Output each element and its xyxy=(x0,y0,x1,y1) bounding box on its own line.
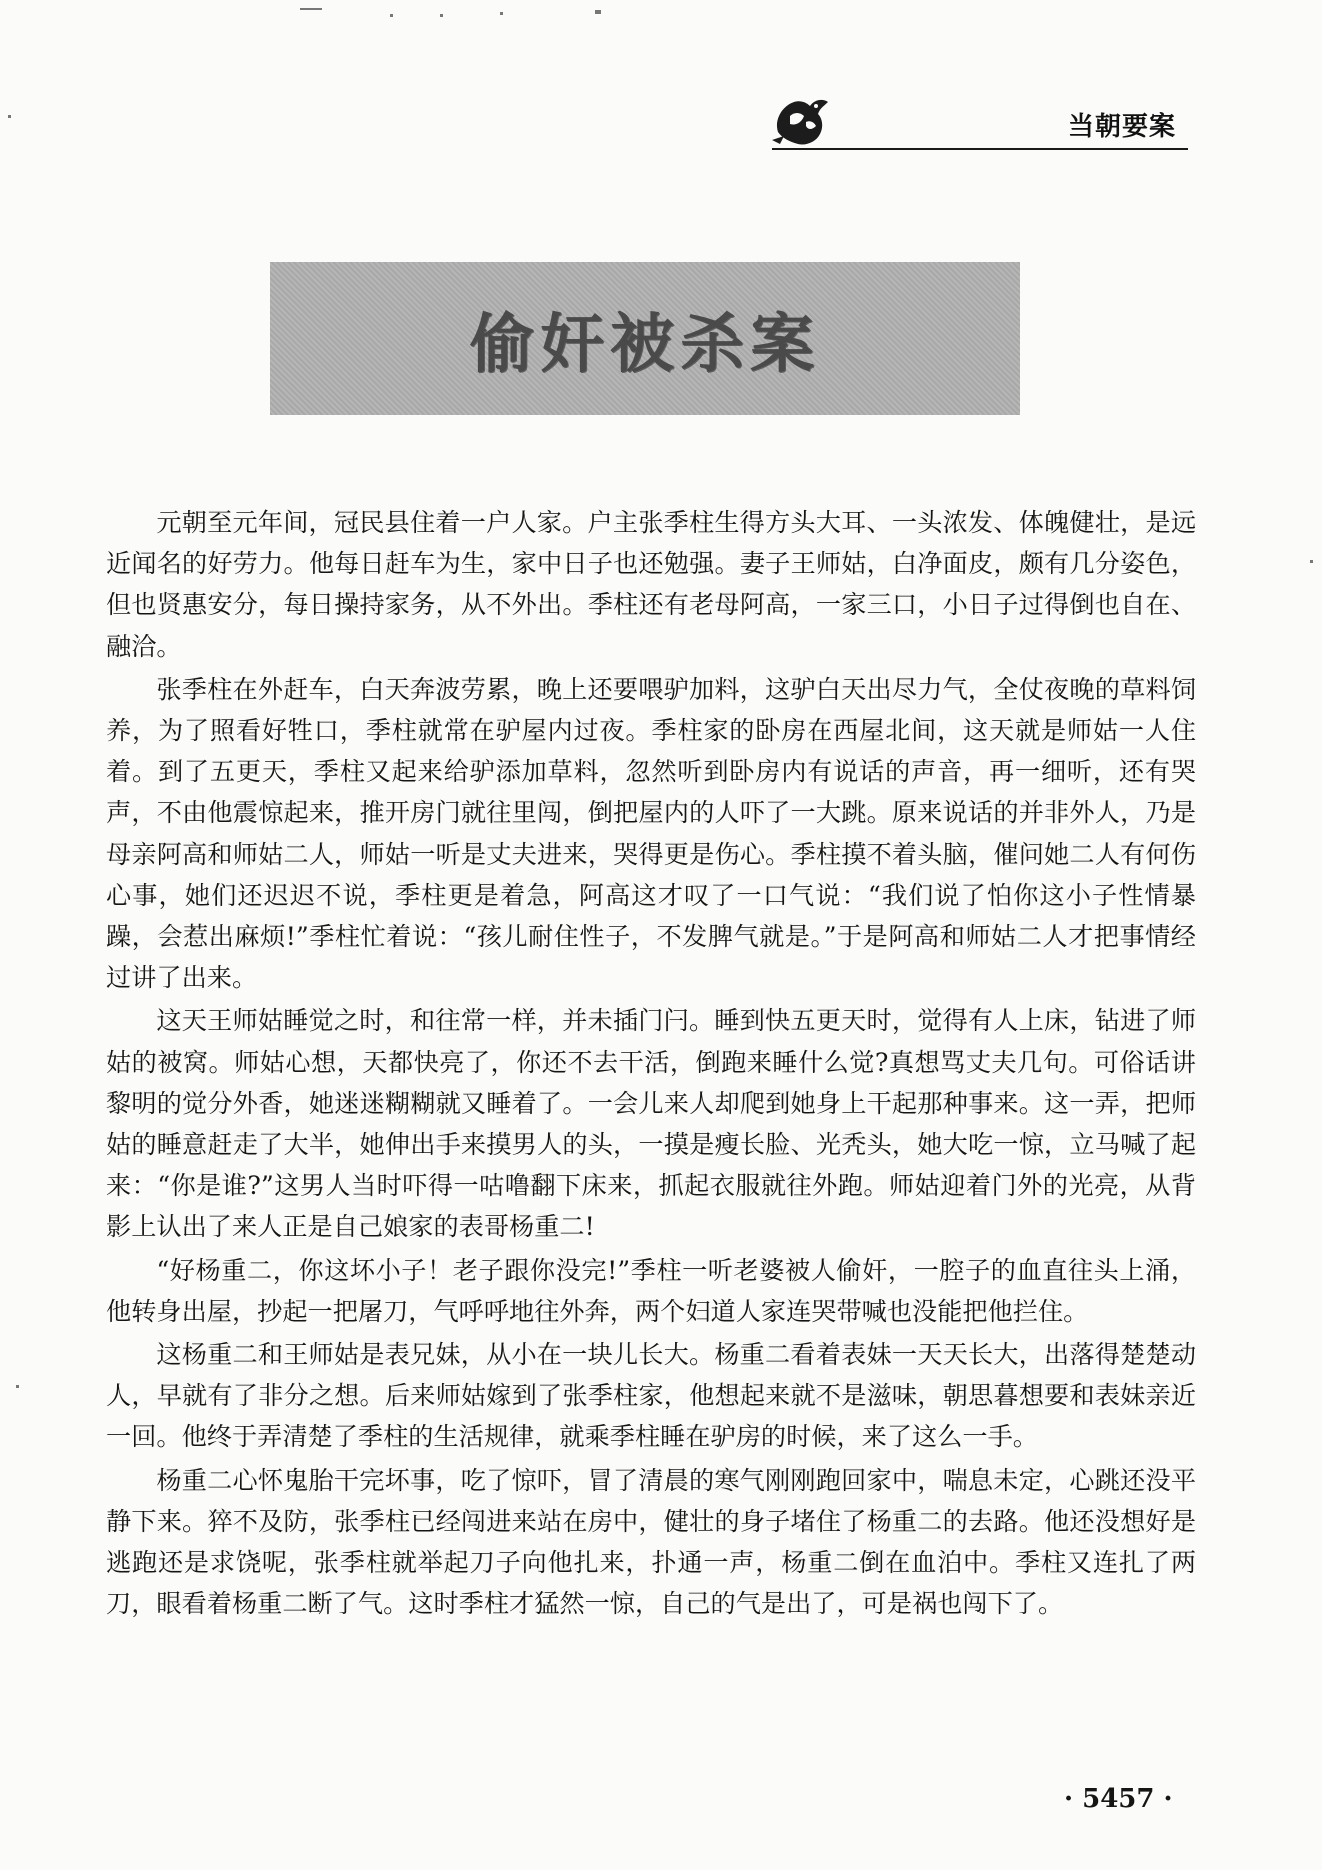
title-banner xyxy=(270,262,1020,415)
article-body xyxy=(106,502,1196,1626)
paragraph: 这天王师姑睡觉之时，和往常一样，并未插门闩。睡到快五更天时，觉得有人上床，钻进了师姑的被窝。师姑心想，天都快亮了，你还不去干活，倒跑来睡什么觉?真想骂丈夫几句。可俗话讲黎明的觉分外香，她迷迷糊糊就又睡着了。一会儿来人却爬到她身上干起那种事来。这一弄，把师姑的睡意赶走了大半，她伸出手来摸男人的头，一摸是瘦长脸、光秃头，她大吃一惊，立马喊了起来：“你是谁?”这男人当时吓得一咕噜翻下床来，抓起衣服就往外跑。师姑迎着门外的光亮，从背影上认出了来人正是自己娘家的表哥杨重二! xyxy=(106,1006,1196,1242)
paragraph: “好杨重二，你这坏小子！老子跟你没完!”季柱一听老婆被人偷奸，一腔子的血直往头上涌，他转身出屋，抄起一把屠刀，气呼呼地往外奔，两个妇道人家连哭带喊也没能把他拦住。 xyxy=(106,1255,1196,1326)
section-title: 当朝要案 xyxy=(1068,112,1177,142)
paragraph: 元朝至元年间，冠民县住着一户人家。户主张季柱生得方头大耳、一头浓发、体魄健壮，是远近闻名的好劳力。他每日赶车为生，家中日子也还勉强。妻子王师姑，白净面皮，颇有几分姿色，但也贤惠安分，每日操持家务，从不外出。季柱还有老母阿高，一家三口，小日子过得倒也自在、融洽。 xyxy=(106,508,1196,661)
paragraph: 张季柱在外赶车，白天奔波劳累，晚上还要喂驴加料，这驴白天出尽力气，全仗夜晚的草料饲养，为了照看好牲口，季柱就常在驴屋内过夜。季柱家的卧房在西屋北间，这天就是师姑一人住着。到了五更天，季柱又起来给驴添加草料，忽然听到卧房内有说话的声音，再一细听，还有哭声，不由他震惊起来，推开房门就往里闯，倒把屋内的人吓了一大跳。原来说话的并非外人，乃是母亲阿高和师姑二人，师姑一听是丈夫进来，哭得更是伤心。季柱摸不着头脑，催问她二人有何伤心事，她们还迟迟不说，季柱更是着急，阿高这才叹了一口气说：“我们说了怕你这小子性情暴躁，会惹出麻烦!”季柱忙着说：“孩儿耐住性子，不发脾气就是。”于是阿高和师姑二人才把事情经过讲了出来。 xyxy=(106,674,1196,993)
paragraph: 杨重二心怀鬼胎干完坏事，吃了惊吓，冒了清晨的寒气刚刚跑回家中，喘息未定，心跳还没平静下来。猝不及防，张季柱已经闯进来站在房中，健壮的身子堵住了杨重二的去路。他还没想好是逃跑还是求饶呢，张季柱就举起刀子向他扎来，扑通一声，杨重二倒在血泊中。季柱又连扎了两刀，眼看着杨重二断了气。这时季柱才猛然一惊，自己的气是出了，可是祸也闯下了。 xyxy=(106,1465,1196,1619)
header-divider xyxy=(772,148,1188,150)
page-number: · 5457 · xyxy=(1064,1784,1173,1814)
dragon-emblem-icon xyxy=(770,92,832,148)
article-title: 偷奸被杀案 xyxy=(470,306,820,382)
paragraph: 这杨重二和王师姑是表兄妹，从小在一块儿长大。杨重二看着表妹一天天长大，出落得楚楚动人，早就有了非分之想。后来师姑嫁到了张季柱家，他想起来就不是滋味，朝思暮想要和表妹亲近一回。他终于弄清楚了季柱的生活规律，就乘季柱睡在驴房的时候，来了这么一手。 xyxy=(106,1340,1196,1452)
